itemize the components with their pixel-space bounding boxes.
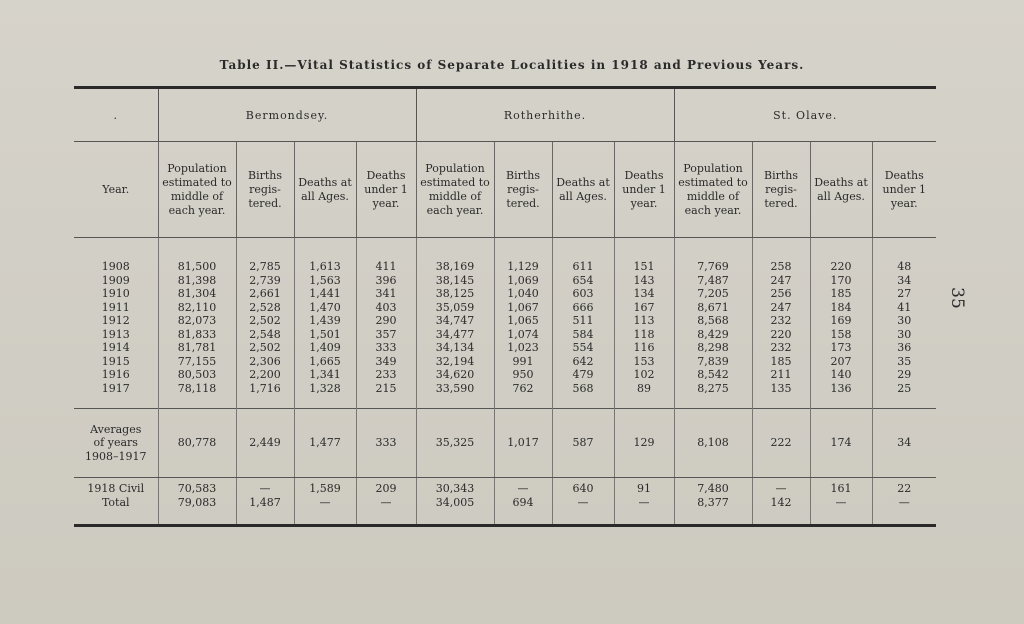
header-births: Births regis- tered. — [494, 142, 552, 238]
region-bermondsey: Bermondsey. — [158, 89, 416, 142]
header-population: Population estimated to middle of each year. — [416, 142, 494, 238]
region-header-row — [74, 89, 936, 142]
avg-value: 80,778 — [158, 409, 236, 478]
y1918-value: 70,583 79,083 — [158, 478, 236, 526]
header-deaths-all: Deaths at all Ages. — [552, 142, 614, 238]
header-year: Year. — [74, 142, 158, 238]
y1918-value: 640 — — [552, 478, 614, 526]
avg-value: 587 — [552, 409, 614, 478]
bermondsey-deaths-under1: 411 396 341 403 290 357 333 349 233 215 — [356, 238, 416, 409]
bermondsey-population: 81,500 81,398 81,304 82,110 82,073 81,833 81,781 77,155 80,503 78,118 — [158, 238, 236, 409]
avg-value: 129 — [614, 409, 674, 478]
avg-value: 222 — [752, 409, 810, 478]
y1918-value: 30,343 34,005 — [416, 478, 494, 526]
header-births: Births regis- tered. — [236, 142, 294, 238]
header-deaths-under1: Deaths under 1 year. — [872, 142, 936, 238]
st-olave-births: 258 247 256 247 232 220 232 185 211 135 — [752, 238, 810, 409]
page-number: 35 — [946, 287, 967, 309]
rotherhithe-births: 1,129 1,069 1,040 1,067 1,065 1,074 1,023 991 950 762 — [494, 238, 552, 409]
header-population: Population estimated to middle of each year. — [158, 142, 236, 238]
y1918-value: — 142 — [752, 478, 810, 526]
avg-value: 8,108 — [674, 409, 752, 478]
averages-label: Averages of years 1908–1917 — [74, 409, 158, 478]
column-header-row — [74, 142, 936, 238]
y1918-value: 22 — — [872, 478, 936, 526]
yearly-data-row — [74, 238, 936, 409]
avg-value: 1,017 — [494, 409, 552, 478]
y1918-value: 209 — — [356, 478, 416, 526]
year-1918-label: 1918 Civil Total — [87, 482, 145, 509]
bermondsey-deaths-all: 1,613 1,563 1,441 1,470 1,439 1,501 1,409 1,665 1,341 1,328 — [294, 238, 356, 409]
avg-value: 333 — [356, 409, 416, 478]
region-blank: . — [74, 89, 158, 142]
st-olave-population: 7,769 7,487 7,205 8,671 8,568 8,429 8,298 7,839 8,542 8,275 — [674, 238, 752, 409]
header-population: Population estimated to middle of each year. — [674, 142, 752, 238]
y1918-value: 161 — — [810, 478, 872, 526]
avg-value: 1,477 — [294, 409, 356, 478]
avg-value: 174 — [810, 409, 872, 478]
st-olave-deaths-all: 220 170 185 184 169 158 173 207 140 136 — [810, 238, 872, 409]
avg-value: 35,325 — [416, 409, 494, 478]
rotherhithe-deaths-all: 611 654 603 666 511 584 554 642 479 568 — [552, 238, 614, 409]
averages-row — [74, 409, 936, 478]
vital-statistics-table — [74, 86, 936, 527]
avg-value: 2,449 — [236, 409, 294, 478]
rotherhithe-deaths-under1: 151 143 134 167 113 118 116 153 102 89 — [614, 238, 674, 409]
st-olave-deaths-under1: 48 34 27 41 30 30 36 35 29 25 — [872, 238, 936, 409]
header-deaths-all: Deaths at all Ages. — [810, 142, 872, 238]
y1918-value: — 1,487 — [236, 478, 294, 526]
header-deaths-under1: Deaths under 1 year. — [356, 142, 416, 238]
region-rotherhithe: Rotherhithe. — [416, 89, 674, 142]
bermondsey-births: 2,785 2,739 2,661 2,528 2,502 2,548 2,502 2,306 2,200 1,716 — [236, 238, 294, 409]
table-title: Table II.—Vital Statistics of Separate Localities in 1918 and Previous Years. — [219, 58, 805, 72]
rotherhithe-population: 38,169 38,145 38,125 35,059 34,747 34,477 34,134 32,194 34,620 33,590 — [416, 238, 494, 409]
y1918-value: 7,480 8,377 — [674, 478, 752, 526]
y1918-value: 1,589 — — [294, 478, 356, 526]
header-deaths-under1: Deaths under 1 year. — [614, 142, 674, 238]
avg-value: 34 — [872, 409, 936, 478]
header-deaths-all: Deaths at all Ages. — [294, 142, 356, 238]
region-st-olave: St. Olave. — [674, 89, 936, 142]
header-births: Births regis- tered. — [752, 142, 810, 238]
year-1918-row — [74, 478, 936, 526]
year-labels: 1908 1909 1910 1911 1912 1913 1914 1915 1916 1917 — [101, 260, 130, 395]
y1918-value: 91 — — [614, 478, 674, 526]
bottom-rule — [74, 526, 936, 528]
y1918-value: — 694 — [494, 478, 552, 526]
